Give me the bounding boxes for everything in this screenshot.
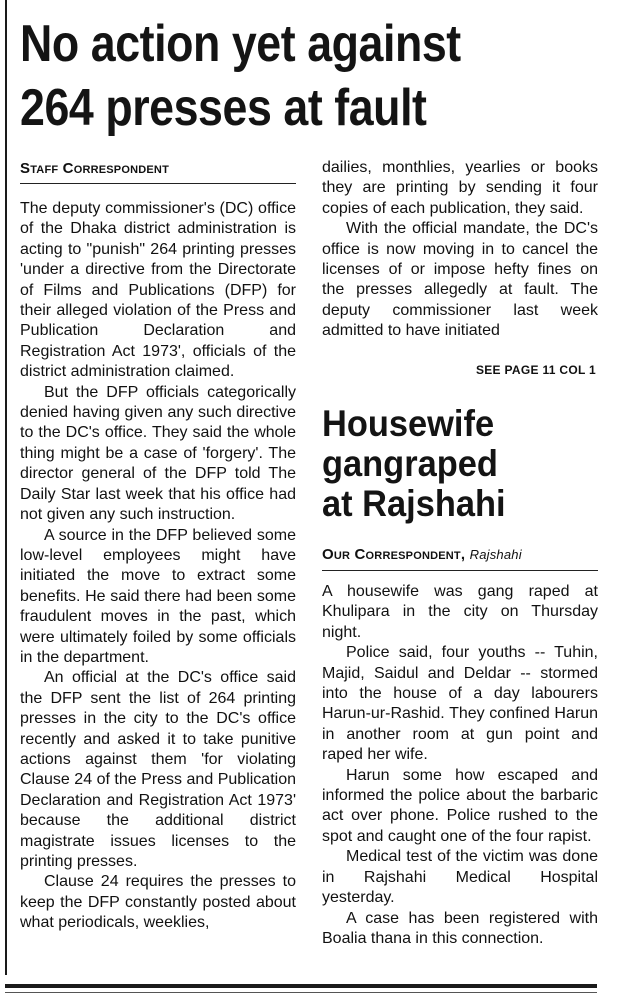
story2-headline [322,404,506,524]
story2-headline-line1: Housewife [322,403,495,444]
story1-paragraph: dailies, monthlies, yearlies or books they are printing by sending it four copies of each publication, they said. [322,159,598,217]
story1-paragraph: With the official mandate, the DC's office is now moving in to cancel the licenses of or impose hefty fines on the presses allegedly at fault. The deputy commissioner last week admitted to have initiated [322,220,598,340]
story1-paragraph: A source in the DFP believed some low-level employees might have initiated the move to extract some benefits. He said there had been some fraudulent moves in the past, which were ultimately foiled by some officials in the department. [20,526,296,666]
story2-headline-line3: at Rajshahi [322,483,506,524]
story2-paragraph: Police said, four youths -- Tuhin, Majid, Saidul and Deldar -- stormed into the house of a day labourers Harun-ur-Rashid. They confined Harun in another room at gun point and raped her wife. [322,644,598,764]
story1-column2 [322,158,598,342]
left-column-rule [5,0,7,975]
story2-byline-location: Rajshahi [469,547,522,562]
bottom-rule [5,984,597,988]
story2-paragraph: A housewife was gang raped at Khulipara in the city on Thursday night. [322,583,598,641]
story2-byline-rule [322,570,598,571]
continuation-note: SEE PAGE 11 COL 1 [475,363,596,377]
story2-headline-line2: gangraped [322,443,498,484]
story1-headline-line1: No action yet against [20,15,461,73]
story2-paragraph: Harun some how escaped and informed the police about the barbaric act over phone. Police rushed to the spot and caught one of the four rapist. [322,766,598,845]
story2-column [322,582,598,949]
story2-paragraph: Medical test of the victim was done in Rajshahi Medical Hospital yesterday. [322,848,598,907]
story1-byline: Staff Correspondent [20,160,169,177]
story2-byline [322,546,522,563]
bottom-rule-thin [5,992,597,993]
story1-paragraph: The deputy commissioner's (DC) office of the Dhaka district administration is acting to "punish" 264 printing presses 'under a directive from the Directorate of Films and Publications (DFP) for their alleged violation of the Press and Publication Declaration and Registration Act 1973', officials of the district administration claimed. [20,200,296,381]
story1-paragraph: But the DFP officials categorically denied having given any such directive to the DC's office. They said the whole thing might be a case of 'forgery'. The director general of the DFP told The Daily Star last week that his office had not given any such instruction. [20,383,296,524]
story1-headline [20,12,527,140]
story2-byline-author: Our Correspondent, [322,546,466,563]
story1-column1 [20,199,296,934]
story1-paragraph: An official at the DC's office said the DFP sent the list of 264 printing presses in the city to the DC's office recently and asked it to take punitive actions against them 'for violating Clause 24 of the Press and Publication Declaration and Registration Act 1973' because the additional district magistrate issues licenses to the printing presses. [20,669,296,870]
story1-byline-rule [20,183,296,184]
story1-paragraph: Clause 24 requires the presses to keep the DFP constantly posted about what periodicals, weeklies, [20,873,296,932]
story1-headline-line2: 264 presses at fault [20,79,427,137]
story2-paragraph: A case has been registered with Boalia thana in this connection. [322,909,598,947]
